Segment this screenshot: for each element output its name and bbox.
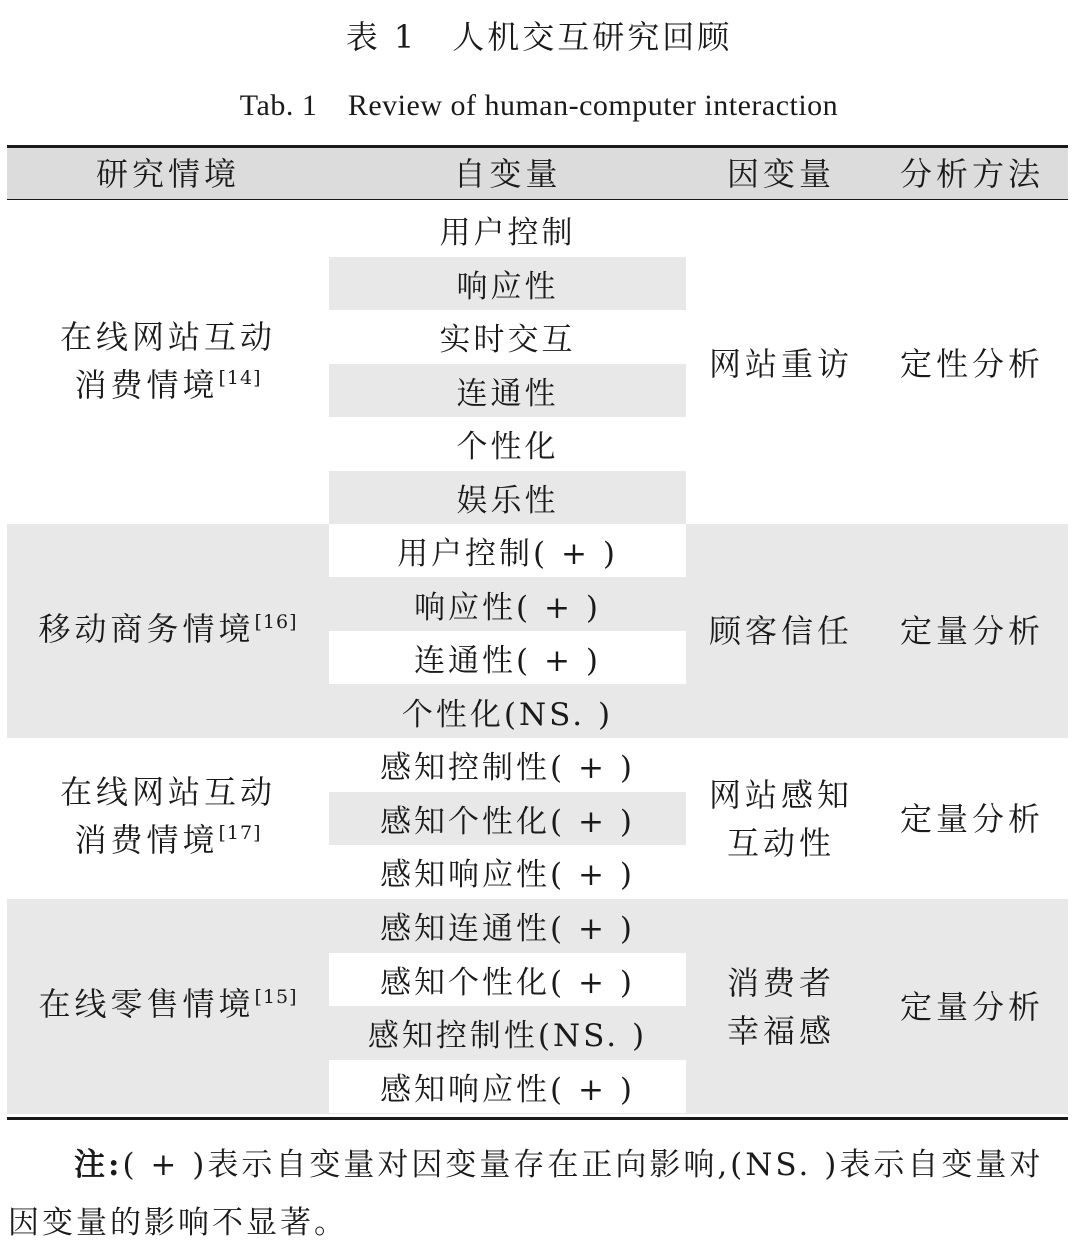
dependent-line: 消费者 — [726, 963, 835, 1002]
header-dependent: 因变量 — [726, 155, 835, 193]
independent-var: 连通性( + ) — [329, 631, 686, 684]
context-line: 消费情境[14] — [74, 366, 262, 404]
dependent-line: 幸福感 — [726, 1011, 835, 1050]
table-header-row — [7, 148, 1068, 200]
citation-ref: [14] — [218, 367, 262, 389]
independent-var: 个性化(NS. ) — [401, 697, 614, 733]
table-title-en: Tab. 1 Review of human-computer interaction — [239, 89, 839, 122]
table-group-3 — [7, 738, 1068, 899]
dependent-cell-3 — [686, 738, 876, 899]
citation-ref: [16] — [254, 610, 298, 633]
note-label: 注: — [74, 1147, 123, 1183]
independent-var: 感知控制性( + ) — [380, 750, 635, 786]
independent-var: 响应性 — [329, 257, 686, 310]
dependent-cell-4 — [686, 899, 876, 1114]
dependent-line: 顾客信任 — [708, 612, 853, 650]
dependent-line: 网站重访 — [708, 344, 853, 383]
independent-var: 用户控制 — [439, 215, 576, 251]
table-group-2 — [7, 524, 1068, 738]
table-group-4 — [7, 899, 1068, 1114]
header-context: 研究情境 — [95, 155, 240, 193]
citation-ref: [15] — [254, 986, 298, 1008]
dependent-line: 网站感知 — [708, 775, 853, 814]
header-independent: 自变量 — [453, 155, 562, 193]
citation-ref: [17] — [218, 822, 262, 844]
note-text: ( + )表示自变量对因变量存在正向影响,(NS. )表示自变量对因变量的影响不显著。 — [8, 1147, 1044, 1241]
context-cell-3 — [7, 738, 329, 899]
independent-var: 实时交互 — [439, 322, 576, 358]
independent-var: 感知个性化( + ) — [329, 792, 686, 845]
method-cell-1: 定性分析 — [899, 344, 1044, 383]
context-line: 在线网站互动 — [59, 773, 276, 811]
context-cell-1 — [7, 203, 329, 524]
header-method: 分析方法 — [899, 155, 1044, 193]
dependent-line: 互动性 — [726, 823, 835, 862]
independent-var: 用户控制( + ) — [329, 524, 686, 577]
context-cell-4 — [7, 899, 329, 1114]
independent-var: 感知连通性( + ) — [380, 911, 635, 947]
context-line: 在线网站互动 — [59, 318, 276, 356]
independent-var: 感知响应性( + ) — [329, 1060, 686, 1113]
method-cell-2: 定量分析 — [899, 612, 1044, 650]
independent-var: 连通性 — [329, 364, 686, 417]
dependent-cell-2 — [686, 524, 876, 738]
dependent-cell-1 — [686, 203, 876, 524]
independent-var: 娱乐性 — [329, 471, 686, 524]
context-cell-2 — [7, 524, 329, 738]
context-line: 消费情境[17] — [74, 821, 262, 859]
table-note — [8, 1136, 1070, 1252]
independent-var: 感知控制性(NS. ) — [367, 1018, 648, 1054]
table-group-1 — [7, 203, 1068, 524]
method-cell-3: 定量分析 — [899, 799, 1044, 838]
context-line: 在线零售情境[15] — [38, 985, 298, 1023]
independent-var: 响应性( + ) — [414, 590, 601, 626]
context-line: 移动商务情境[16] — [38, 609, 298, 648]
independent-var: 感知响应性( + ) — [380, 857, 635, 893]
method-cell-4: 定量分析 — [899, 987, 1044, 1026]
review-table — [7, 145, 1068, 1120]
table-title-cn: 表 1 人机交互研究回顾 — [345, 18, 733, 56]
independent-var: 个性化 — [456, 429, 559, 465]
independent-var: 感知个性化( + ) — [329, 953, 686, 1006]
